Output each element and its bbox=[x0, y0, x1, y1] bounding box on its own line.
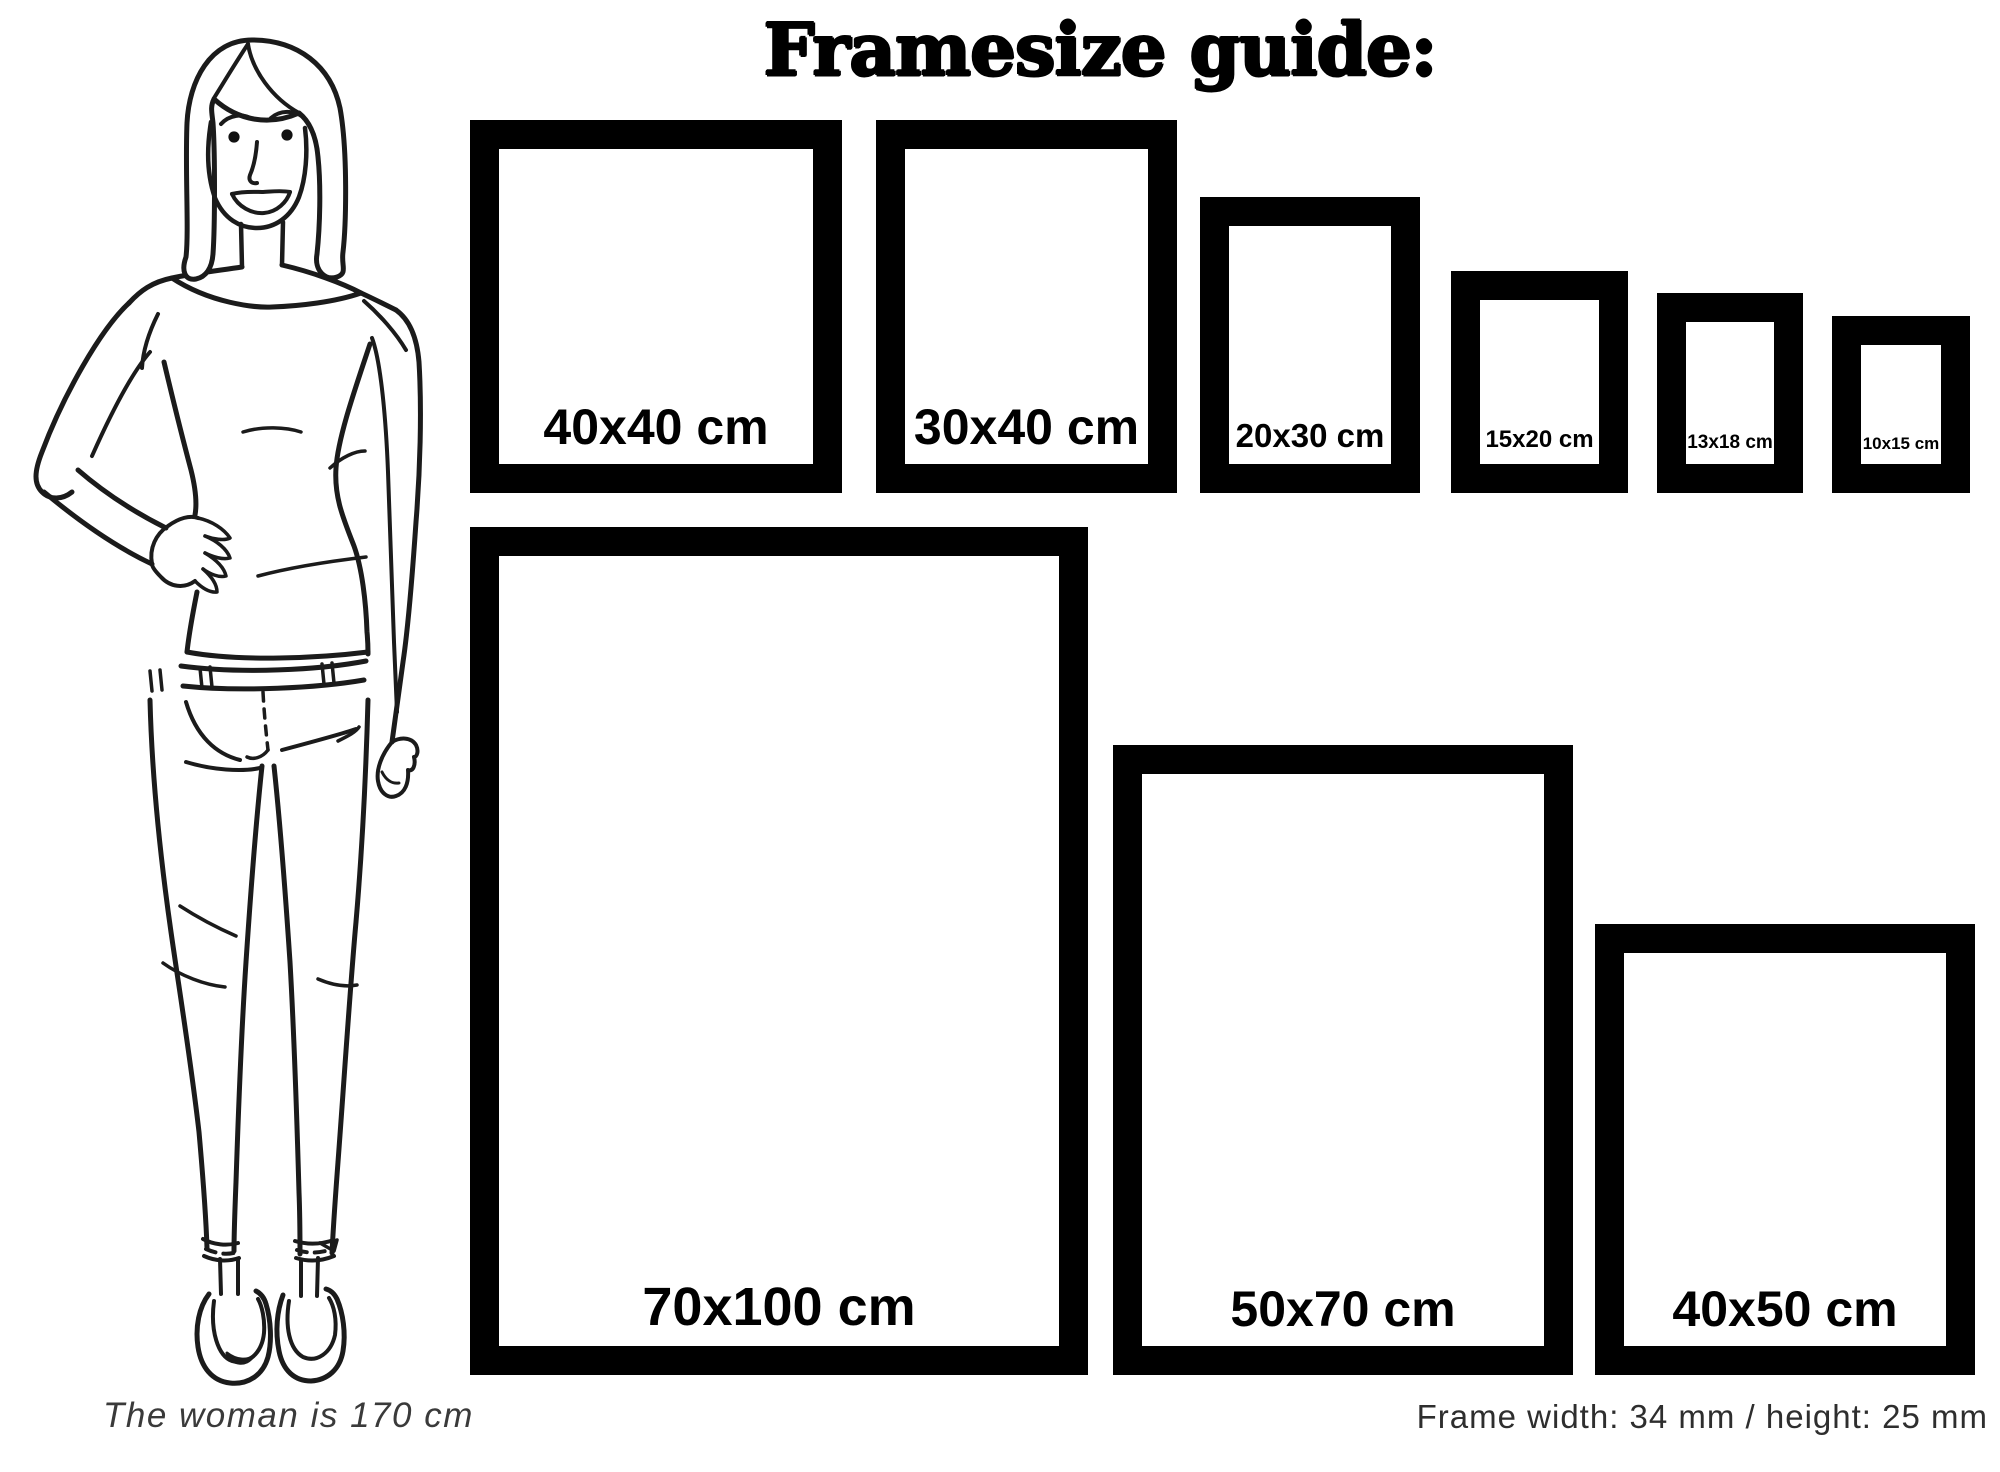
frame-size-label: 50x70 cm bbox=[1230, 1281, 1456, 1337]
frame-size-label: 40x50 cm bbox=[1672, 1281, 1898, 1337]
woman-height-caption: The woman is 170 cm bbox=[103, 1396, 474, 1435]
frame-size-label: 15x20 cm bbox=[1485, 426, 1594, 453]
frame-30x40 bbox=[876, 120, 1177, 493]
frame-size-label: 40x40 cm bbox=[543, 399, 769, 455]
frame-dimensions-note: Frame width: 34 mm / height: 25 mm bbox=[1416, 1398, 1988, 1435]
woman-illustration bbox=[0, 0, 450, 1390]
frame-70x100 bbox=[470, 527, 1088, 1375]
woman-left-arm bbox=[36, 303, 230, 592]
woman-shirt bbox=[129, 265, 406, 658]
woman-face bbox=[208, 112, 306, 267]
frame-40x50 bbox=[1595, 924, 1975, 1375]
frame-50x70 bbox=[1113, 745, 1573, 1375]
left-eye bbox=[228, 131, 239, 142]
frame-15x20 bbox=[1451, 271, 1628, 493]
page-title: Framesize guide: bbox=[763, 7, 1437, 92]
frame-10x15 bbox=[1832, 316, 1970, 493]
frame-13x18 bbox=[1657, 293, 1803, 493]
frame-40x40 bbox=[470, 120, 842, 493]
woman-shoes bbox=[197, 1289, 344, 1383]
frame-size-label: 20x30 cm bbox=[1235, 417, 1385, 454]
woman-jeans bbox=[150, 661, 368, 1296]
woman-right-arm bbox=[372, 310, 420, 797]
frame-size-label: 30x40 cm bbox=[913, 399, 1140, 455]
frame-size-label: 10x15 cm bbox=[1862, 434, 1940, 453]
frame-20x30 bbox=[1200, 197, 1420, 493]
right-eye bbox=[281, 129, 292, 140]
frame-size-label: 70x100 cm bbox=[642, 1277, 916, 1337]
frame-size-label: 13x18 cm bbox=[1687, 432, 1773, 453]
